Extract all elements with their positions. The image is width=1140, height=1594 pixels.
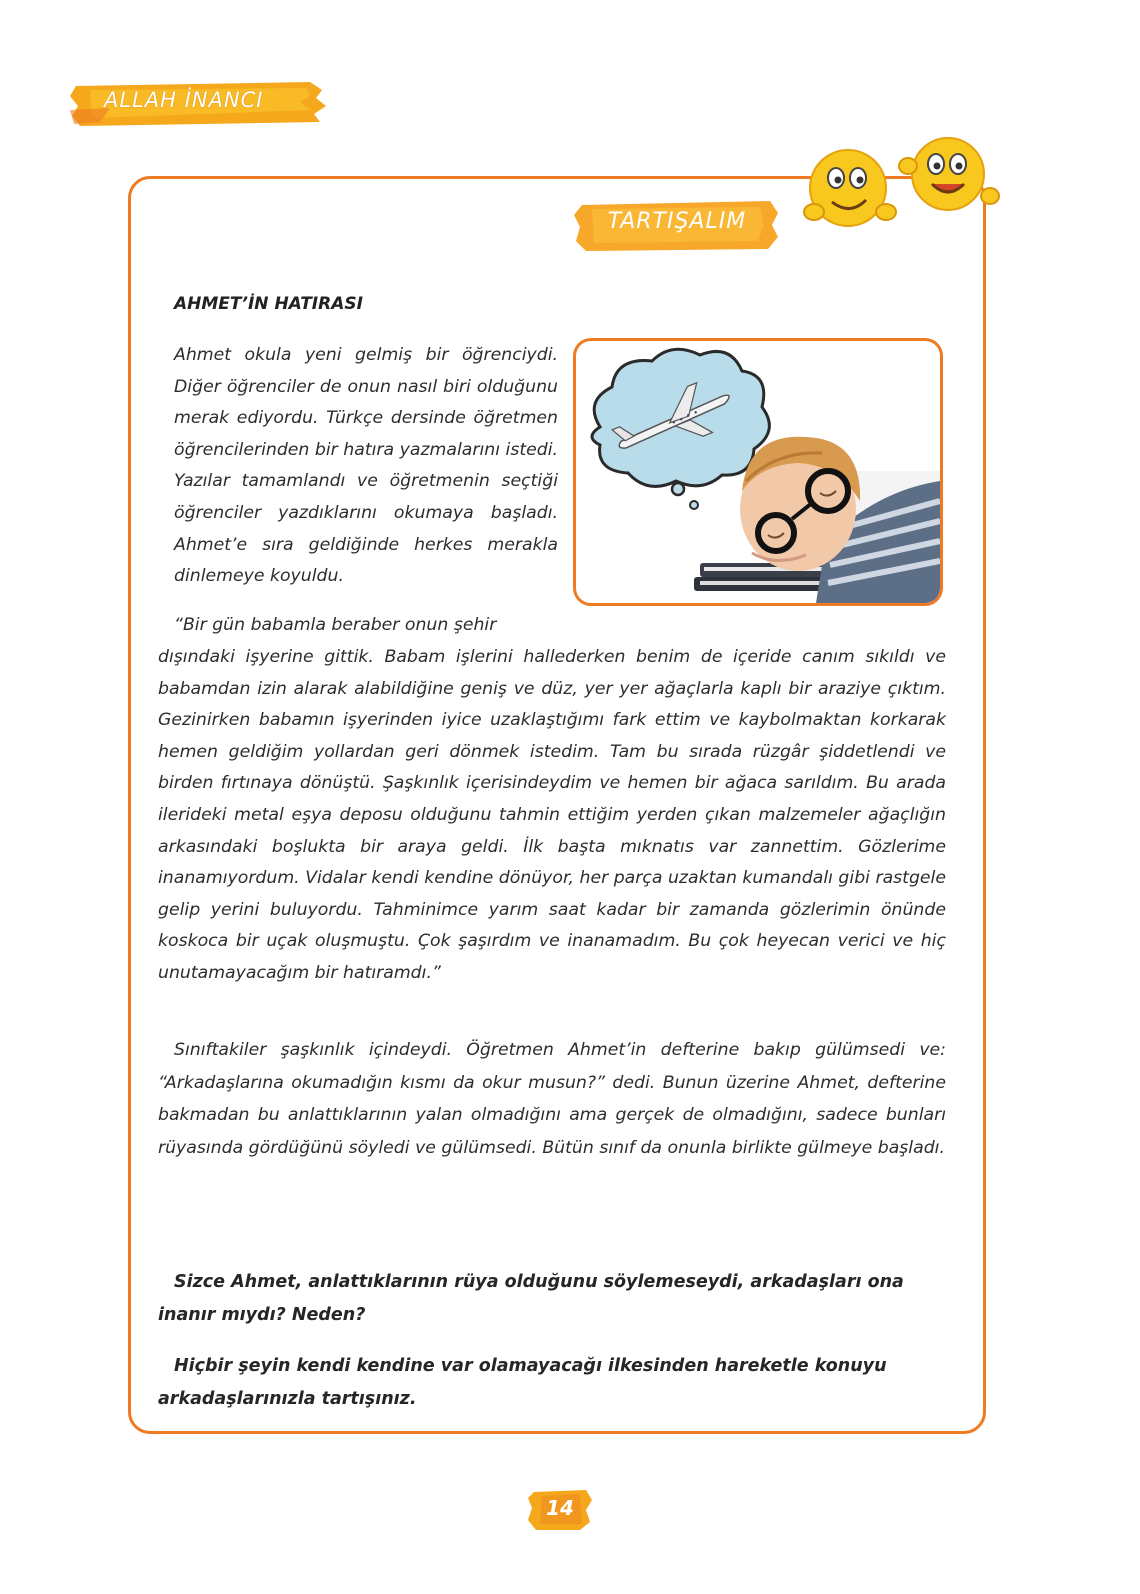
smiley-wink-icon	[899, 138, 999, 210]
chapter-banner	[70, 76, 328, 130]
dream-scene-image	[576, 341, 940, 603]
emoji-faces-illustration	[800, 126, 1010, 236]
smiley-thumbs-icon	[804, 150, 896, 226]
discussion-question-2: Hiçbir şeyin kendi kendine var olamayacağı ilkesinden hareketle konuyu arkadaşlarınızla tartışınız.	[158, 1356, 887, 1409]
story-paragraph-1: Ahmet okula yeni gelmiş bir öğrenciydi. Diğer öğrenciler de onun nasıl biri olduğunu merak ediyordu. Türkçe dersinde öğretmen öğrencilerinden bir hatıra yazmalarını istedi. Yazılar tamamlandı ve öğretmenin seçtiği öğrenciler yazdıklarını okumaya başladı. Ahmet’e sıra geldiğinde herkes merakla dinlemeye koyuldu.	[174, 345, 558, 587]
story-paragraph-2: dışındaki işyerine gittik. Babam işlerini hallederken benim de içeride canım sıkıldı ve babamdan izin alarak alabildiğine geniş ve düz, yer yer ağaçlarla kaplı bir araziye çıktım. Gezinirken babamın işyerinden iyice uzaklaştığımı fark ettim ve kaybolmaktan korkarak hemen geldiğim yollardan geri dönmek istedim. Tam bu sırada rüzgâr şiddetlendi ve birden fırtınaya dönüştü. Şaşkınlık içerisindeydim ve hemen bir ağaca sarıldım. Bu arada ilerideki metal eşya deposu olduğunu tahmin ettiğim yerden çıkan malzemeler ağaçlığın arkasındaki boşlukta bir araya geldi. İlk başta mıknatıs var zannettim. Gözlerime inanamıyordum. Vidalar kendi kendine dönüyor, her parça uzaktan kumandalı gibi rastgele gelip yerini buluyordu. Tahminimce yarım saat kadar bir zamanda gözlerimin önünde koskoca bir uçak oluşmuştu. Çok şaşırdım ve inanamadım. Bu çok heyecan verici ve hiç unutamayacağım bir hatıramdı.”	[158, 647, 946, 983]
section-tag	[574, 197, 780, 253]
discussion-question-1: Sizce Ahmet, anlattıklarının rüya olduğunu söylemeseydi, arkadaşları ona inanır mıydı? Neden?	[158, 1272, 904, 1325]
story-paragraph-2-lead: “Bir gün babamla beraber onun şehir	[174, 615, 497, 635]
story-paragraph-3: Sınıftakiler şaşkınlık içindeydi. Öğretmen Ahmet’in defterine bakıp gülümsedi ve: “Arkadaşlarına okumadığın kısmı da okur musun?” dedi. Bunun üzerine Ahmet, defterine bakmadan bu anlattıklarının yalan olmadığını ama gerçek de olmadığını, sadece bunları rüyasında gördüğünü söyledi ve gülümsedi. Bütün sınıf da onunla birlikte gülmeye başladı.	[158, 1040, 946, 1158]
section-tag-label: TARTIŞALIM	[607, 209, 747, 234]
chapter-title: ALLAH İNANCI	[104, 88, 264, 112]
dreaming-boy-illustration	[573, 338, 943, 606]
page-number-badge	[528, 1488, 592, 1532]
page-number: 14	[546, 1496, 574, 1520]
story-title: AHMET’İN HATIRASI	[174, 294, 363, 314]
